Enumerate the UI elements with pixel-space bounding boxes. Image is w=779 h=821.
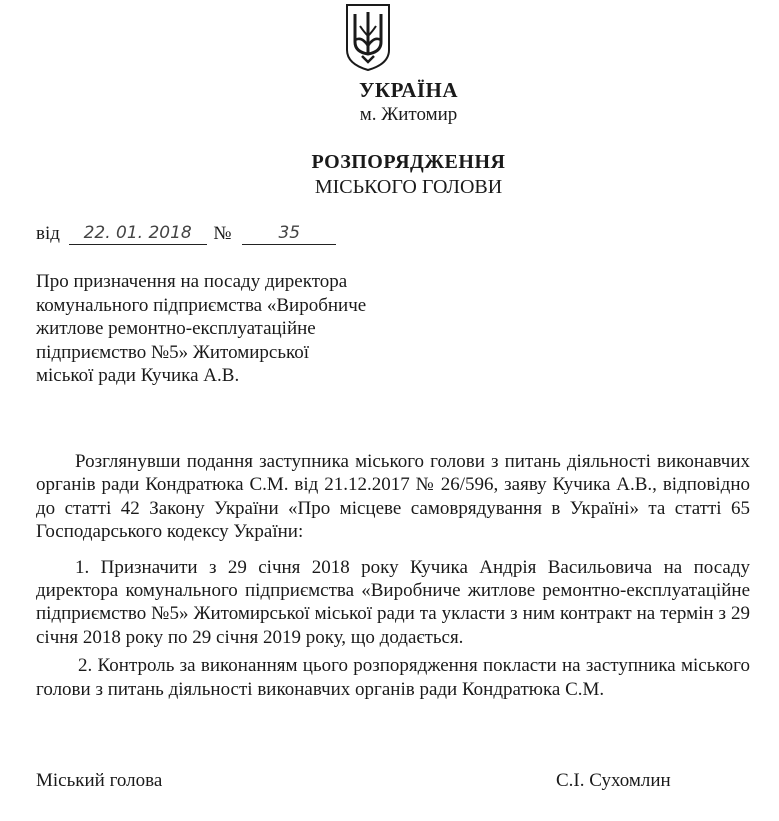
handwritten-number: 35: [278, 223, 301, 243]
date-label: від: [36, 223, 60, 244]
signatory-name: С.І. Сухомлин: [556, 770, 671, 791]
document-type: РОЗПОРЯДЖЕННЯ: [311, 151, 506, 173]
document-subject: [36, 270, 416, 388]
date-number-line: [36, 222, 336, 245]
order-item-1: 1. Призначити з 29 січня 2018 року Кучика Андрія Васильовича на посаду директора комунального підприємства «Виробниче житлове ремонтно-експлуатаційне підприємство №5» Житомирської міської ради та укласти з ним контракт на термін з 29 січня 2018 року по 29 січня 2019 року, що додається.: [36, 556, 750, 648]
subject-line: комунального підприємства «Виробниче: [36, 294, 367, 316]
coat-of-arms-emblem: [344, 2, 392, 72]
number-label: №: [213, 223, 232, 244]
tryzub-icon: [344, 2, 392, 72]
document-body: [36, 450, 750, 701]
signatory-title: Міський голова: [36, 770, 163, 791]
handwritten-date: 22. 01. 2018: [83, 223, 192, 243]
subject-line: підприємство №5» Житомирської: [36, 341, 310, 363]
subject-line: міської ради Кучика А.В.: [36, 365, 240, 386]
country-title: УКРАЇНА: [358, 78, 459, 102]
city-name: м. Житомир: [359, 104, 458, 125]
order-item-2: 2. Контроль за виконанням цього розпорядження покласти на заступника міського голови з питань діяльності виконавчих органів ради Кондратюка С.М.: [36, 655, 750, 700]
date-field: [69, 222, 207, 245]
subject-line: житлове ремонтно-експлуатаційне: [36, 318, 316, 339]
document-issuer: МІСЬКОГО ГОЛОВИ: [314, 176, 503, 198]
number-field: [242, 222, 336, 245]
subject-line: Про призначення на посаду директора: [36, 271, 348, 292]
preamble-paragraph: Розглянувши подання заступника міського голови з питань діяльності виконавчих органів ради Кондратюка С.М. від 21.12.2017 № 26/596, заяву Кучика А.В., відповідно до статті 42 Закону України «Про місцеве самоврядування в Україні» та статті 65 Господарського кодексу України:: [36, 451, 750, 543]
